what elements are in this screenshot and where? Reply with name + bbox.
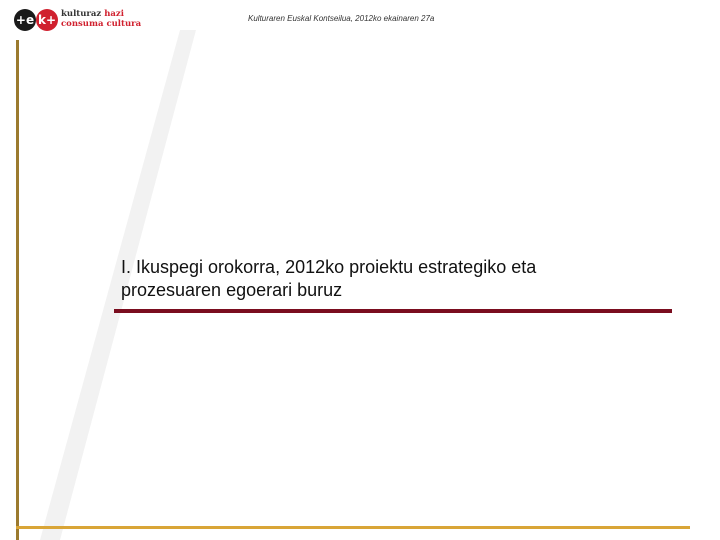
logo-line2: consuma cultura xyxy=(61,19,142,29)
header-caption: Kulturaren Euskal Kontseilua, 2012ko ekainaren 27a xyxy=(248,14,435,23)
slide-title-line2: prozesuaren egoerari buruz xyxy=(121,280,343,300)
kulturaz-hazi-logo xyxy=(14,6,142,36)
k-plus-circle-icon: k+ xyxy=(36,9,58,31)
bottom-rule xyxy=(16,526,690,529)
logo-line1 xyxy=(61,9,141,19)
slide-title xyxy=(121,256,681,302)
title-underline-rule xyxy=(114,309,672,313)
slide-title-line1: I. Ikuspegi orokorra, 2012ko proiektu estrategiko eta xyxy=(121,257,537,277)
logo-word-hazi: hazi xyxy=(104,9,124,19)
left-vertical-rule xyxy=(16,40,19,540)
logo-word-kulturaz: kulturaz xyxy=(61,9,102,19)
plus-e-circle-icon: +e xyxy=(14,9,36,31)
logo-text xyxy=(61,9,141,29)
